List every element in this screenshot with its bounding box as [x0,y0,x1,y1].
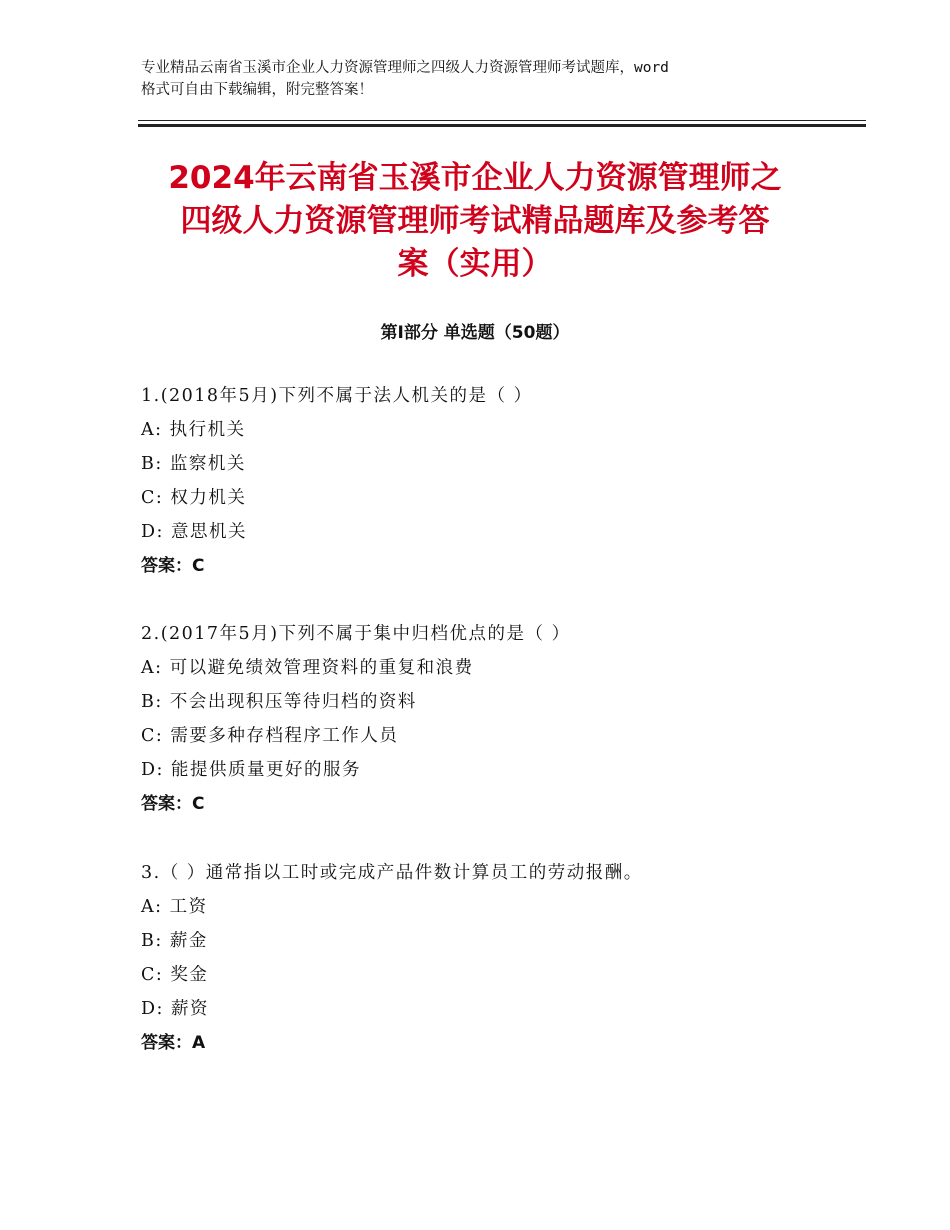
option-b: B: 监察机关 [141,454,246,474]
answer-label: 答案：C [141,794,205,814]
question-item [141,384,861,588]
header-note [141,57,841,101]
option-a: A: 可以避免绩效管理资料的重复和浪费 [141,658,474,678]
question-item [141,622,861,826]
option-b: B: 不会出现积压等待归档的资料 [141,692,417,712]
document-title [120,157,830,286]
section-heading: 第Ⅰ部分 单选题（50题） [380,323,570,343]
question-item [141,861,861,1065]
header-note-line: 格式可自由下载编辑，附完整答案！ [141,82,373,98]
title-line: 2024年云南省玉溪市企业人力资源管理师之 [168,160,782,196]
header-note-line: 专业精品云南省玉溪市企业人力资源管理师之四级人力资源管理师考试题库，word [141,60,669,76]
option-c: C: 奖金 [141,965,209,985]
option-c: C: 权力机关 [141,488,247,508]
question-stem: 3.（ ）通常指以工时或完成产品件数计算员工的劳动报酬。 [141,863,643,883]
question-stem: 1.(2018年5月)下列不属于法人机关的是（ ） [141,386,533,406]
option-c: C: 需要多种存档程序工作人员 [141,726,399,746]
title-line: 案（实用） [397,246,553,282]
option-d: D: 意思机关 [141,522,247,542]
option-a: A: 工资 [141,897,208,917]
option-d: D: 能提供质量更好的服务 [141,760,361,780]
option-a: A: 执行机关 [141,420,246,440]
question-stem: 2.(2017年5月)下列不属于集中归档优点的是（ ） [141,624,571,644]
answer-label: 答案：A [141,1033,206,1053]
option-d: D: 薪资 [141,999,209,1019]
header-divider-thick [138,124,866,127]
answer-label: 答案：C [141,556,205,576]
header-divider-thin [138,120,866,121]
option-b: B: 薪金 [141,931,208,951]
title-line: 四级人力资源管理师考试精品题库及参考答 [180,203,770,239]
